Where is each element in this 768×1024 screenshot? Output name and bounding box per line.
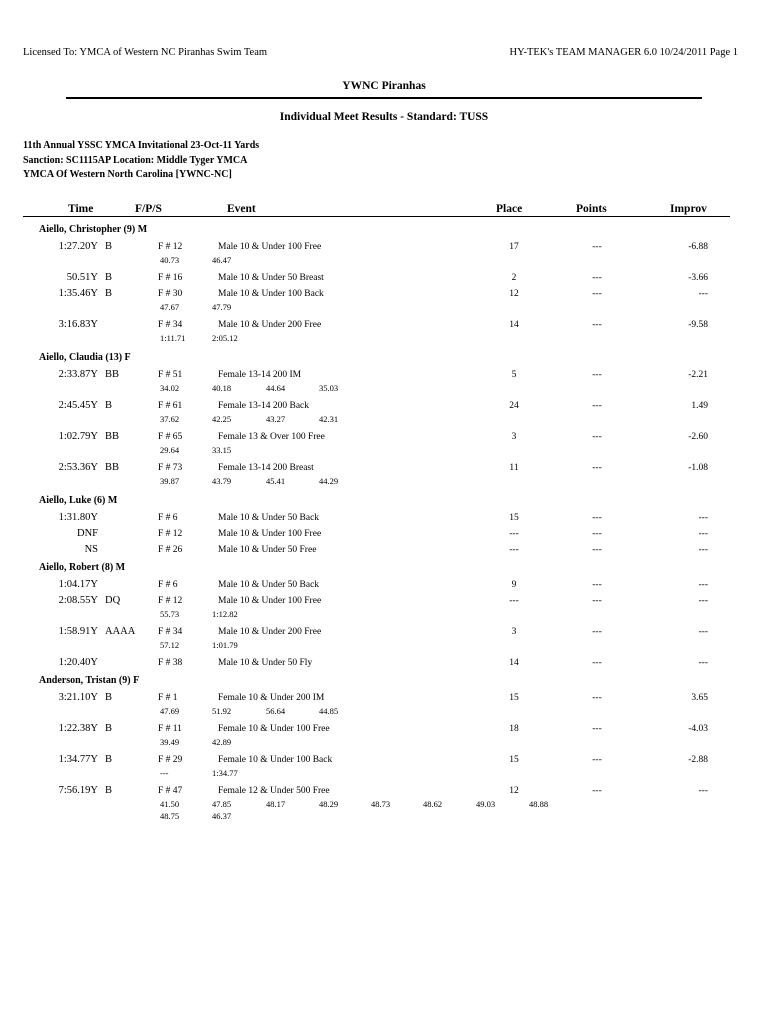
athlete-name: Anderson, Tristan (9) F xyxy=(39,675,140,686)
split-time: 47.85 xyxy=(212,799,232,809)
event-name: Female 13-14 200 IM xyxy=(218,370,302,380)
place-value: 3 xyxy=(511,627,517,637)
swim-time: 2:53.36Y xyxy=(58,462,98,473)
split-time: 49.03 xyxy=(476,799,496,809)
swim-time: 3:21.10Y xyxy=(58,692,98,703)
split-time: 29.64 xyxy=(160,445,180,455)
event-number: F # 73 xyxy=(158,463,183,473)
split-time: 41.50 xyxy=(160,799,180,809)
points-value: --- xyxy=(592,432,602,442)
event-number: F # 61 xyxy=(158,401,183,411)
col-header-points: Points xyxy=(576,203,607,215)
points-value: --- xyxy=(592,242,602,252)
event-name: Female 10 & Under 100 Back xyxy=(218,755,333,765)
event-name: Male 10 & Under 100 Free xyxy=(218,596,322,606)
swim-time: 1:34.77Y xyxy=(58,754,98,765)
points-value: --- xyxy=(592,463,602,473)
athlete-name: Aiello, Christopher (9) M xyxy=(39,224,148,235)
event-name: Female 10 & Under 200 IM xyxy=(218,693,325,703)
athlete-name: Aiello, Claudia (13) F xyxy=(39,352,131,363)
split-time: 51.92 xyxy=(212,706,232,716)
col-header-time: Time xyxy=(68,203,94,215)
improvement-value: 3.65 xyxy=(691,693,708,703)
split-time: 37.62 xyxy=(160,414,180,424)
swim-time: 50.51Y xyxy=(66,272,98,283)
time-standard: AAAA xyxy=(105,626,136,637)
meet-info-line: 11th Annual YSSC YMCA Invitational 23-Oct-11 Yards xyxy=(23,140,260,151)
place-value: 2 xyxy=(511,273,517,283)
split-time: 1:12.82 xyxy=(212,609,238,619)
split-time: 44.29 xyxy=(319,476,339,486)
swim-time: 2:08.55Y xyxy=(58,595,98,606)
time-standard: DQ xyxy=(105,595,121,606)
split-time: 48.88 xyxy=(529,799,549,809)
improvement-value: --- xyxy=(698,786,708,796)
place-value: 12 xyxy=(509,289,519,299)
place-value: --- xyxy=(509,596,519,606)
swim-time: 1:04.17Y xyxy=(58,579,98,590)
split-time: 1:34.77 xyxy=(212,768,238,778)
points-value: --- xyxy=(592,786,602,796)
time-standard: B xyxy=(105,241,113,252)
improvement-value: --- xyxy=(698,627,708,637)
event-number: F # 12 xyxy=(158,242,183,252)
event-number: F # 30 xyxy=(158,289,183,299)
swim-time: 2:45.45Y xyxy=(58,400,98,411)
split-time: 2:05.12 xyxy=(212,333,238,343)
points-value: --- xyxy=(592,755,602,765)
software-info: HY-TEK's TEAM MANAGER 6.0 10/24/2011 Page 1 xyxy=(509,47,738,58)
split-time: 42.25 xyxy=(212,414,232,424)
swim-time: DNF xyxy=(76,528,98,539)
place-value: 18 xyxy=(509,724,519,734)
split-time: --- xyxy=(160,768,169,778)
time-standard: B xyxy=(105,785,113,796)
points-value: --- xyxy=(592,401,602,411)
improvement-value: --- xyxy=(698,545,708,555)
split-time: 47.79 xyxy=(212,302,232,312)
improvement-value: -4.03 xyxy=(688,724,708,734)
split-time: 48.17 xyxy=(266,799,286,809)
license-text: Licensed To: YMCA of Western NC Piranhas Swim Team xyxy=(23,47,268,58)
points-value: --- xyxy=(592,545,602,555)
swim-time: 1:27.20Y xyxy=(58,241,98,252)
place-value: 15 xyxy=(509,755,519,765)
event-number: F # 1 xyxy=(158,693,178,703)
event-name: Male 10 & Under 50 Fly xyxy=(218,658,313,668)
improvement-value: -2.88 xyxy=(688,755,708,765)
place-value: 12 xyxy=(509,786,519,796)
time-standard: BB xyxy=(105,431,120,442)
swim-time: 1:31.80Y xyxy=(58,512,98,523)
time-standard: B xyxy=(105,754,113,765)
place-value: 15 xyxy=(509,513,519,523)
swim-time: 1:20.40Y xyxy=(58,657,98,668)
points-value: --- xyxy=(592,273,602,283)
col-header-fps: F/P/S xyxy=(135,203,162,215)
swim-time: 1:58.91Y xyxy=(58,626,98,637)
points-value: --- xyxy=(592,627,602,637)
points-value: --- xyxy=(592,370,602,380)
improvement-value: --- xyxy=(698,289,708,299)
points-value: --- xyxy=(592,320,602,330)
improvement-value: -1.08 xyxy=(688,463,708,473)
event-number: F # 29 xyxy=(158,755,183,765)
event-name: Male 10 & Under 100 Back xyxy=(218,289,324,299)
event-name: Female 12 & Under 500 Free xyxy=(218,786,330,796)
swim-time: 3:16.83Y xyxy=(58,319,98,330)
split-time: 55.73 xyxy=(160,609,180,619)
time-standard: BB xyxy=(105,462,120,473)
split-time: 48.29 xyxy=(319,799,339,809)
improvement-value: --- xyxy=(698,596,708,606)
split-time: 43.79 xyxy=(212,476,232,486)
split-time: 34.02 xyxy=(160,383,180,393)
athlete-name: Aiello, Robert (8) M xyxy=(39,562,126,573)
split-time: 48.62 xyxy=(423,799,443,809)
title-rule xyxy=(66,97,702,99)
split-time: 48.73 xyxy=(371,799,391,809)
athlete-name: Aiello, Luke (6) M xyxy=(39,495,118,506)
split-time: 57.12 xyxy=(160,640,180,650)
improvement-value: --- xyxy=(698,580,708,590)
place-value: --- xyxy=(509,545,519,555)
event-name: Male 10 & Under 100 Free xyxy=(218,242,322,252)
event-number: F # 47 xyxy=(158,786,183,796)
improvement-value: --- xyxy=(698,658,708,668)
event-name: Male 10 & Under 200 Free xyxy=(218,320,322,330)
team-line: YMCA Of Western North Carolina [YWNC-NC] xyxy=(23,169,232,180)
points-value: --- xyxy=(592,513,602,523)
points-value: --- xyxy=(592,724,602,734)
meet-sanction-line: Sanction: SC1115AP Location: Middle Tyger YMCA xyxy=(23,155,248,166)
split-time: 33.15 xyxy=(212,445,232,455)
split-time: 42.89 xyxy=(212,737,232,747)
split-time: 35.03 xyxy=(319,383,339,393)
points-value: --- xyxy=(592,529,602,539)
points-value: --- xyxy=(592,693,602,703)
event-name: Female 13 & Over 100 Free xyxy=(218,432,325,442)
event-name: Male 10 & Under 200 Free xyxy=(218,627,322,637)
place-value: 3 xyxy=(511,432,517,442)
swim-time: 1:35.46Y xyxy=(58,288,98,299)
split-time: 46.47 xyxy=(212,255,232,265)
event-name: Male 10 & Under 100 Free xyxy=(218,529,322,539)
split-time: 47.69 xyxy=(160,706,180,716)
swim-time: 1:22.38Y xyxy=(58,723,98,734)
improvement-value: --- xyxy=(698,513,708,523)
place-value: 5 xyxy=(511,370,517,380)
points-value: --- xyxy=(592,289,602,299)
split-time: 42.31 xyxy=(319,414,339,424)
split-time: 39.49 xyxy=(160,737,180,747)
event-number: F # 12 xyxy=(158,596,183,606)
split-time: 46.37 xyxy=(212,811,232,821)
improvement-value: -2.21 xyxy=(688,370,708,380)
place-value: --- xyxy=(509,529,519,539)
place-value: 24 xyxy=(509,401,519,411)
swim-time: 1:02.79Y xyxy=(58,431,98,442)
split-time: 47.67 xyxy=(160,302,180,312)
improvement-value: --- xyxy=(698,529,708,539)
split-time: 40.18 xyxy=(212,383,232,393)
event-number: F # 34 xyxy=(158,320,183,330)
split-time: 40.73 xyxy=(160,255,180,265)
split-time: 44.85 xyxy=(319,706,339,716)
event-name: Male 10 & Under 50 Back xyxy=(218,513,320,523)
improvement-value: -2.60 xyxy=(688,432,708,442)
time-standard: B xyxy=(105,400,113,411)
improvement-value: -9.58 xyxy=(688,320,708,330)
points-value: --- xyxy=(592,596,602,606)
place-value: 15 xyxy=(509,693,519,703)
time-standard: B xyxy=(105,272,113,283)
split-time: 48.75 xyxy=(160,811,180,821)
event-name: Female 13-14 200 Breast xyxy=(218,463,314,473)
split-time: 43.27 xyxy=(266,414,286,424)
place-value: 17 xyxy=(509,242,519,252)
points-value: --- xyxy=(592,658,602,668)
split-time: 44.64 xyxy=(266,383,286,393)
points-value: --- xyxy=(592,580,602,590)
event-number: F # 65 xyxy=(158,432,183,442)
event-number: F # 38 xyxy=(158,658,183,668)
event-number: F # 11 xyxy=(158,724,182,734)
time-standard: B xyxy=(105,288,113,299)
swim-time: 7:56.19Y xyxy=(58,785,98,796)
split-time: 45.41 xyxy=(266,476,286,486)
split-time: 1:01.79 xyxy=(212,640,238,650)
event-name: Male 10 & Under 50 Back xyxy=(218,580,320,590)
column-header-rule xyxy=(23,216,730,217)
place-value: 11 xyxy=(509,463,519,473)
improvement-value: -3.66 xyxy=(688,273,708,283)
col-header-event: Event xyxy=(227,203,256,215)
time-standard: B xyxy=(105,692,113,703)
event-name: Female 10 & Under 100 Free xyxy=(218,724,330,734)
event-number: F # 6 xyxy=(158,580,178,590)
split-time: 56.64 xyxy=(266,706,286,716)
improvement-value: -6.88 xyxy=(688,242,708,252)
time-standard: BB xyxy=(105,369,120,380)
col-header-place: Place xyxy=(496,203,523,215)
event-name: Female 13-14 200 Back xyxy=(218,401,310,411)
place-value: 9 xyxy=(511,580,517,590)
event-number: F # 34 xyxy=(158,627,183,637)
improvement-value: 1.49 xyxy=(691,401,708,411)
event-number: F # 26 xyxy=(158,545,183,555)
time-standard: B xyxy=(105,723,113,734)
swim-time: NS xyxy=(84,544,98,555)
split-time: 39.87 xyxy=(160,476,180,486)
event-name: Male 10 & Under 50 Free xyxy=(218,545,317,555)
event-number: F # 12 xyxy=(158,529,183,539)
place-value: 14 xyxy=(509,658,519,668)
event-number: F # 51 xyxy=(158,370,183,380)
swim-time: 2:33.87Y xyxy=(58,369,98,380)
place-value: 14 xyxy=(509,320,519,330)
report-subtitle: Individual Meet Results - Standard: TUSS xyxy=(279,111,489,123)
event-name: Male 10 & Under 50 Breast xyxy=(218,273,324,283)
event-number: F # 6 xyxy=(158,513,178,523)
event-number: F # 16 xyxy=(158,273,183,283)
split-time: 1:11.71 xyxy=(160,333,186,343)
col-header-improv: Improv xyxy=(670,203,707,215)
page-title: YWNC Piranhas xyxy=(342,80,426,92)
